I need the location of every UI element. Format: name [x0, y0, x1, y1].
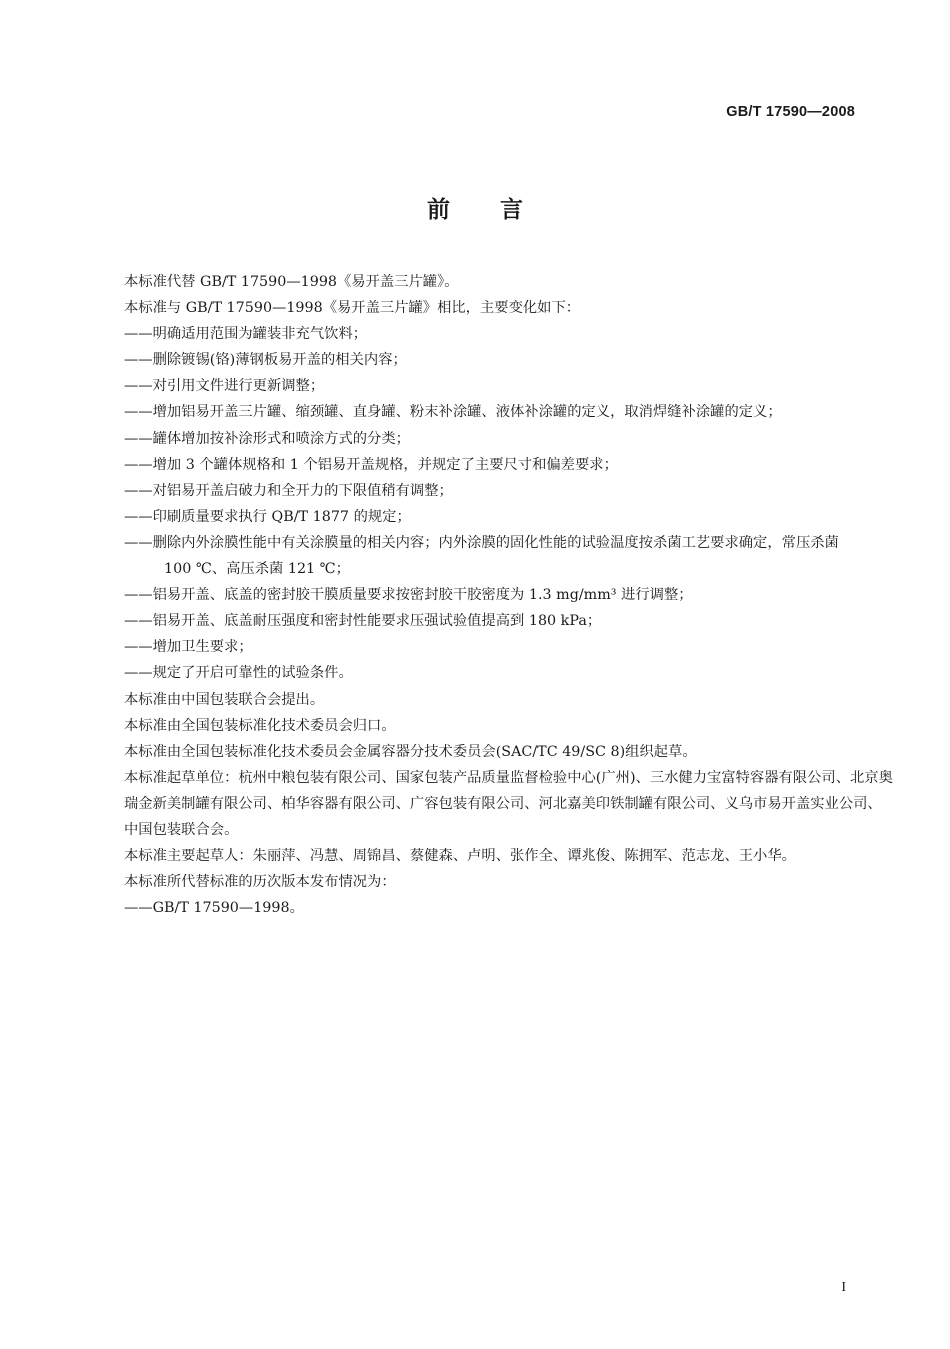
change-item: ——增加铝易开盖三片罐、缩颈罐、直身罐、粉末补涂罐、液体补涂罐的定义，取消焊缝补涂罐的定义；	[124, 404, 782, 421]
change-item: ——对引用文件进行更新调整；	[124, 378, 325, 395]
centralized-by-paragraph: 本标准由全国包装标准化技术委员会归口。	[124, 717, 396, 734]
change-item: ——增加卫生要求；	[124, 639, 253, 656]
document-body	[124, 269, 893, 921]
history-intro: 本标准所代替标准的历次版本发布情况为：	[124, 874, 396, 891]
proposed-by-paragraph: 本标准由中国包装联合会提出。	[124, 691, 325, 708]
comparison-intro: 本标准与 GB/T 17590—1998《易开盖三片罐》相比，主要变化如下：	[124, 300, 581, 317]
drafting-units-paragraph	[124, 765, 893, 843]
standard-number: GB/T 17590—2008	[726, 104, 855, 120]
change-item: ——删除内外涂膜性能中有关涂膜量的相关内容；内外涂膜的固化性能的试验温度按杀菌工艺要求确定，常压杀菌 100 ℃、高压杀菌 121 ℃；	[124, 534, 839, 578]
page-number: I	[841, 1280, 846, 1295]
main-drafters-paragraph: 本标准主要起草人：朱丽萍、冯慧、周锦昌、蔡健森、卢明、张作全、谭兆俊、陈拥军、范志龙、王小华。	[124, 848, 796, 865]
change-item: ——罐体增加按补涂形式和喷涂方式的分类；	[124, 430, 410, 447]
drafting-units-text: 本标准起草单位：杭州中粮包装有限公司、国家包装产品质量监督检验中心(广州)、三水健力宝富特容器有限公司、北京奥瑞金新美制罐有限公司、柏华容器有限公司、广容包装有限公司、河北嘉美印铁制罐有限公司、义乌市易开盖实业公司、中国包装联合会。	[124, 769, 893, 838]
page-title: 前言	[427, 197, 573, 223]
history-item: ——GB/T 17590—1998。	[124, 900, 304, 917]
change-item: ——规定了开启可靠性的试验条件。	[124, 665, 353, 682]
change-item: ——印刷质量要求执行 QB/T 1877 的规定；	[124, 508, 411, 525]
replaces-paragraph: 本标准代替 GB/T 17590—1998《易开盖三片罐》。	[124, 274, 459, 290]
change-item: ——增加 3 个罐体规格和 1 个铝易开盖规格，并规定了主要尺寸和偏差要求；	[124, 456, 618, 473]
change-item: ——明确适用范围为罐装非充气饮料；	[124, 326, 368, 343]
change-item: ——对铝易开盖启破力和全开力的下限值稍有调整；	[124, 482, 453, 499]
organized-by-paragraph: 本标准由全国包装标准化技术委员会金属容器分技术委员会(SAC/TC 49/SC 8)组织起草。	[124, 743, 697, 760]
change-item: ——删除镀锡(铬)薄钢板易开盖的相关内容；	[124, 352, 407, 369]
change-item: ——铝易开盖、底盖的密封胶干膜质量要求按密封胶干胶密度为 1.3 mg/mm³ 进行调整；	[124, 587, 693, 604]
change-item: ——铝易开盖、底盖耐压强度和密封性能要求压强试验值提高到 180 kPa；	[124, 613, 602, 630]
